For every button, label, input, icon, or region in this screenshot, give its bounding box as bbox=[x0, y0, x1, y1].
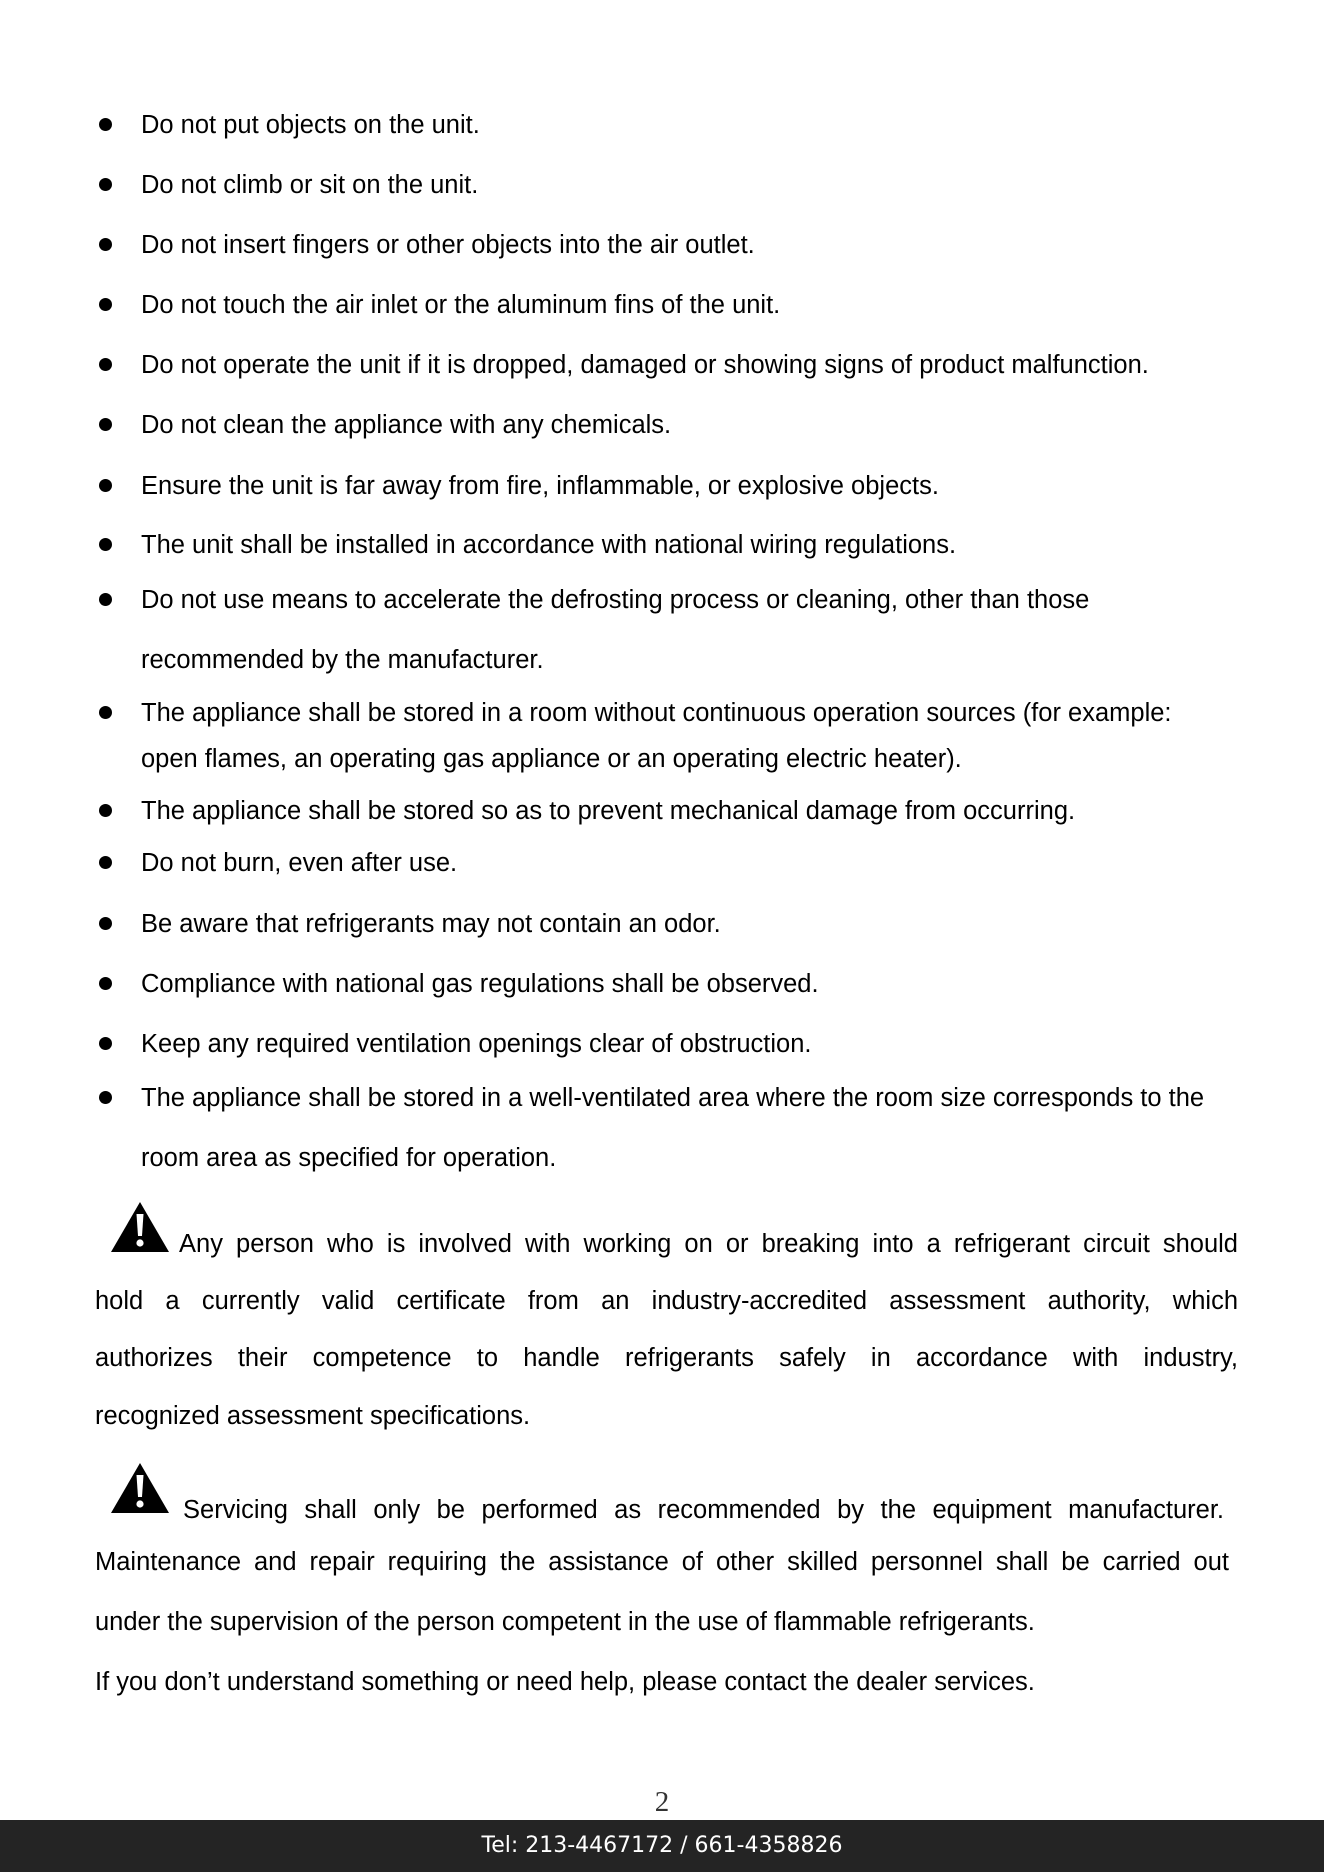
list-item-text: The appliance shall be stored in a well-ventilated area where the room size corresponds to the bbox=[141, 1084, 1205, 1112]
list-item-text: Compliance with national gas regulations shall be observed. bbox=[141, 970, 819, 998]
warning-text-line: hold a currently valid certificate from an industry-accredited assessment authority, which bbox=[95, 1287, 1238, 1315]
warning-text-line: Maintenance and repair requiring the assistance of other skilled personnel shall be carried out bbox=[95, 1548, 1229, 1576]
footer-contact: Tel: 213-4467172 / 661-4358826 bbox=[481, 1833, 843, 1858]
bullet-icon bbox=[99, 118, 112, 131]
bullet-icon bbox=[99, 538, 112, 551]
bullet-icon bbox=[99, 706, 112, 719]
warning-text-line: under the supervision of the person competent in the use of flammable refrigerants. bbox=[95, 1608, 1035, 1636]
list-item-text: open flames, an operating gas appliance or an operating electric heater). bbox=[141, 745, 962, 773]
closing-note: If you don’t understand something or need help, please contact the dealer services. bbox=[95, 1668, 1035, 1696]
list-item-text: Do not put objects on the unit. bbox=[141, 111, 480, 139]
bullet-icon bbox=[99, 593, 112, 606]
footer-bar bbox=[0, 1820, 1324, 1872]
warning-triangle-icon bbox=[109, 1200, 171, 1254]
list-item-text: Do not insert fingers or other objects into the air outlet. bbox=[141, 231, 755, 259]
bullet-icon bbox=[99, 977, 112, 990]
list-item-text: Do not clean the appliance with any chemicals. bbox=[141, 411, 672, 439]
page-number: 2 bbox=[654, 1786, 670, 1818]
bullet-icon bbox=[99, 1037, 112, 1050]
list-item-text: Do not touch the air inlet or the aluminum fins of the unit. bbox=[141, 291, 781, 319]
list-item-text: The appliance shall be stored so as to prevent mechanical damage from occurring. bbox=[141, 797, 1076, 825]
warning-triangle-icon bbox=[109, 1461, 171, 1515]
bullet-icon bbox=[99, 804, 112, 817]
list-item-text: Do not climb or sit on the unit. bbox=[141, 171, 479, 199]
list-item-text: room area as specified for operation. bbox=[141, 1144, 557, 1172]
bullet-icon bbox=[99, 358, 112, 371]
list-item-text: Do not operate the unit if it is dropped, damaged or showing signs of product malfunction. bbox=[141, 351, 1149, 379]
bullet-icon bbox=[99, 479, 112, 492]
list-item-text: The unit shall be installed in accordance with national wiring regulations. bbox=[141, 531, 957, 559]
list-item-text: The appliance shall be stored in a room without continuous operation sources (for example: bbox=[141, 699, 1172, 727]
bullet-icon bbox=[99, 178, 112, 191]
warning-text-line: recognized assessment specifications. bbox=[95, 1402, 531, 1430]
bullet-icon bbox=[99, 856, 112, 869]
list-item-text: Be aware that refrigerants may not contain an odor. bbox=[141, 910, 721, 938]
warning-text-line: Any person who is involved with working on or breaking into a refrigerant circuit should bbox=[179, 1230, 1238, 1258]
bullet-icon bbox=[99, 1091, 112, 1104]
list-item-text: Do not burn, even after use. bbox=[141, 849, 458, 877]
bullet-icon bbox=[99, 238, 112, 251]
warning-text-line: Servicing shall only be performed as recommended by the equipment manufacturer. bbox=[183, 1496, 1224, 1524]
bullet-icon bbox=[99, 418, 112, 431]
list-item-text: Keep any required ventilation openings clear of obstruction. bbox=[141, 1030, 812, 1058]
list-item-text: Ensure the unit is far away from fire, inflammable, or explosive objects. bbox=[141, 472, 939, 500]
list-item-text: recommended by the manufacturer. bbox=[141, 646, 544, 674]
bullet-icon bbox=[99, 298, 112, 311]
warning-text-line: authorizes their competence to handle refrigerants safely in accordance with industry, bbox=[95, 1344, 1238, 1372]
list-item-text: Do not use means to accelerate the defrosting process or cleaning, other than those bbox=[141, 586, 1090, 614]
bullet-icon bbox=[99, 917, 112, 930]
